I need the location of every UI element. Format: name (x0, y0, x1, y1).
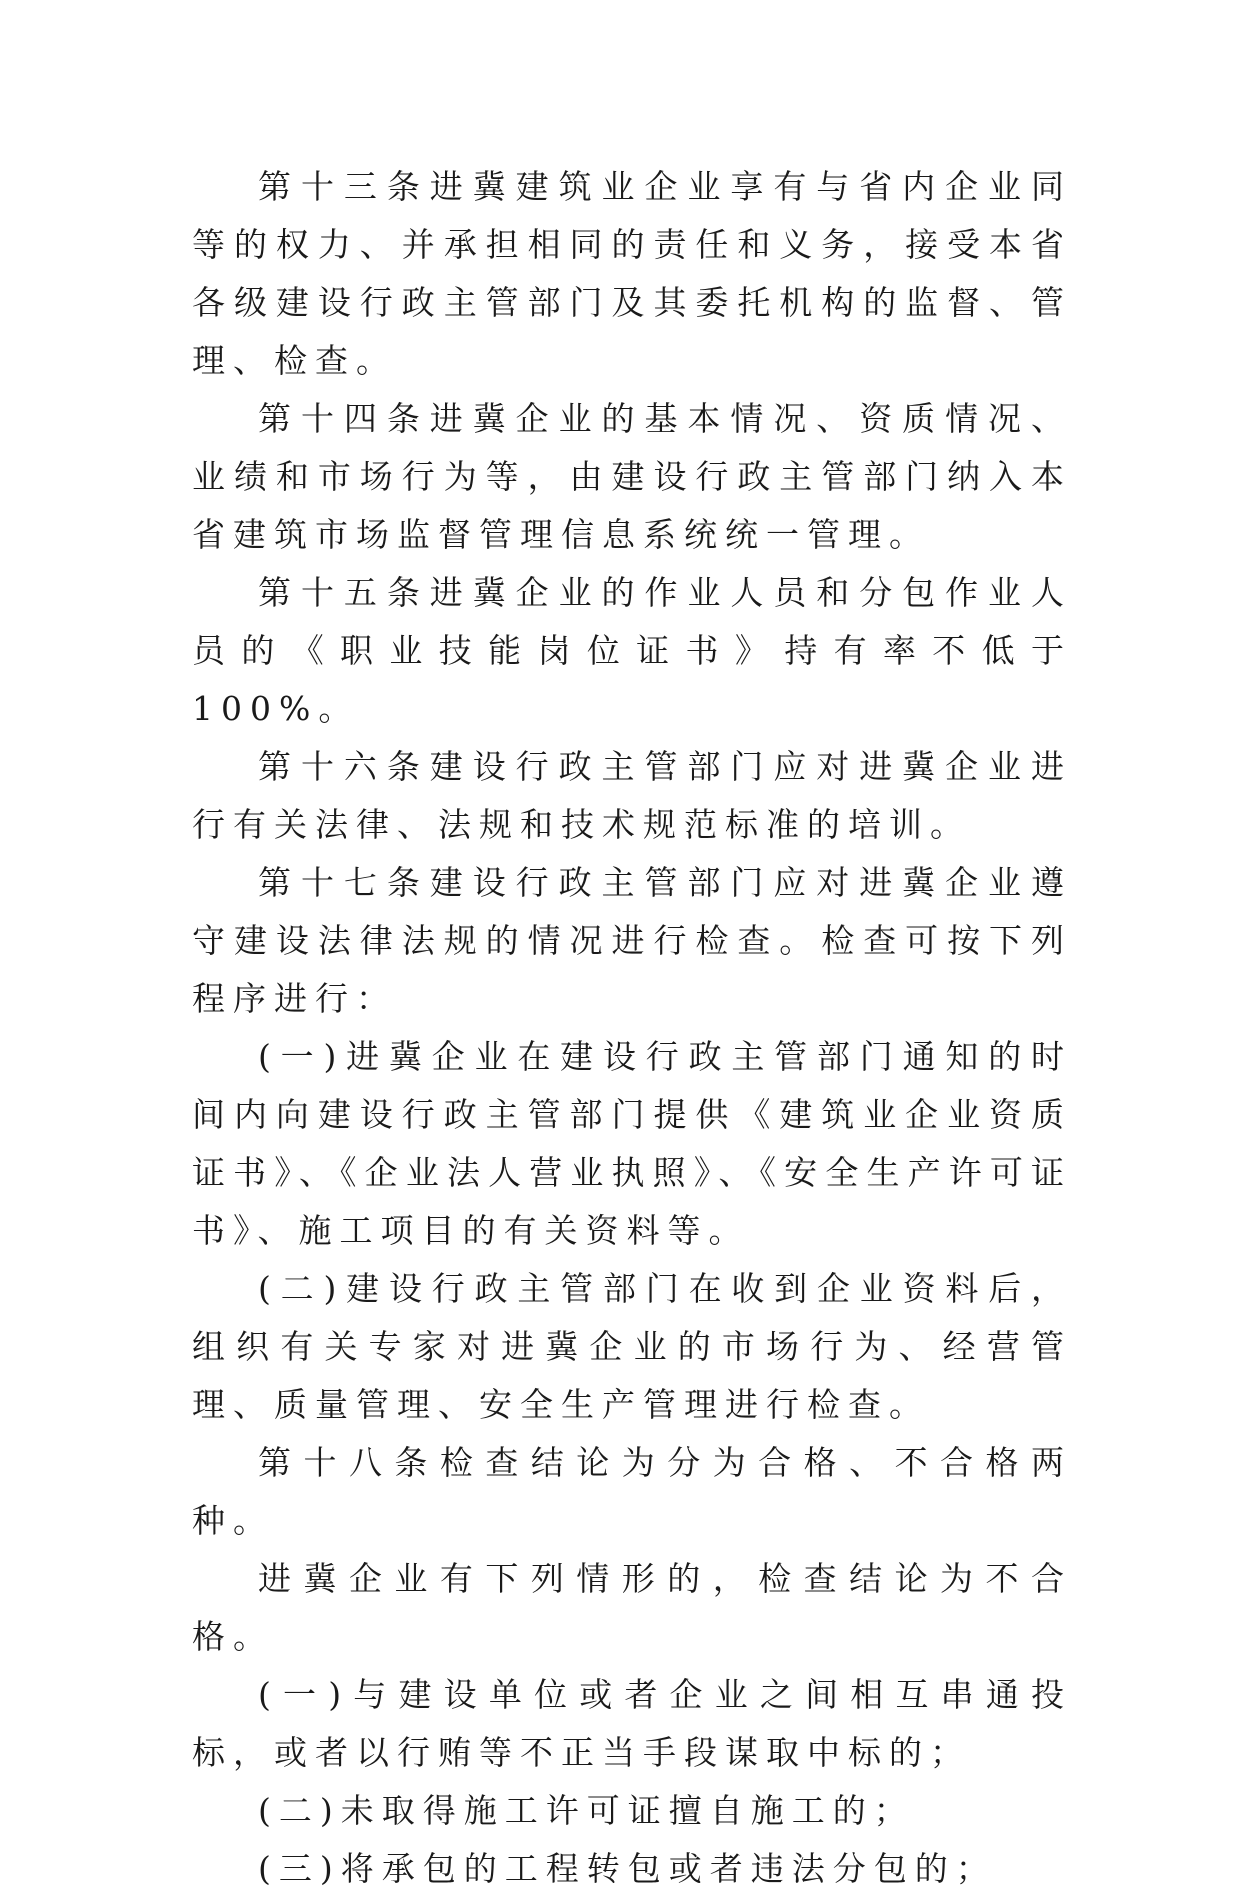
article-18-paragraph: 第十八条检查结论为分为合格、不合格两种。 (192, 1443, 1072, 1540)
failure-conditions-intro: 进冀企业有下列情形的，检查结论为不合格。 (192, 1559, 1072, 1656)
article-15-paragraph: 第十五条进冀企业的作业人员和分包作业人员的《职业技能岗位证书》持有率不低于100%。 (192, 573, 1072, 728)
failure-condition-1: (一)与建设单位或者企业之间相互串通投标，或者以行贿等不正当手段谋取中标的； (192, 1675, 1072, 1772)
article-17-item-2: (二)建设行政主管部门在收到企业资料后，组织有关专家对进冀企业的市场行为、经营管理、质量管理、安全生产管理进行检查。 (192, 1269, 1072, 1424)
article-16-paragraph: 第十六条建设行政主管部门应对进冀企业进行有关法律、法规和技术规范标准的培训。 (192, 747, 1072, 844)
article-14-paragraph: 第十四条进冀企业的基本情况、资质情况、业绩和市场行为等，由建设行政主管部门纳入本省建筑市场监督管理信息系统统一管理。 (192, 399, 1072, 554)
document-body (192, 158, 1072, 1898)
article-13-paragraph: 第十三条进冀建筑业企业享有与省内企业同等的权力、并承担相同的责任和义务，接受本省各级建设行政主管部门及其委托机构的监督、管理、检查。 (192, 167, 1072, 380)
article-17-paragraph: 第十七条建设行政主管部门应对进冀企业遵守建设法律法规的情况进行检查。检查可按下列程序进行： (192, 863, 1072, 1018)
article-17-item-1: (一)进冀企业在建设行政主管部门通知的时间内向建设行政主管部门提供《建筑业企业资质证书》、《企业法人营业执照》、《安全生产许可证书》、施工项目的有关资料等。 (192, 1037, 1072, 1250)
failure-condition-2: (二)未取得施工许可证擅自施工的； (258, 1791, 915, 1830)
failure-condition-3: (三)将承包的工程转包或者违法分包的； (258, 1849, 997, 1888)
